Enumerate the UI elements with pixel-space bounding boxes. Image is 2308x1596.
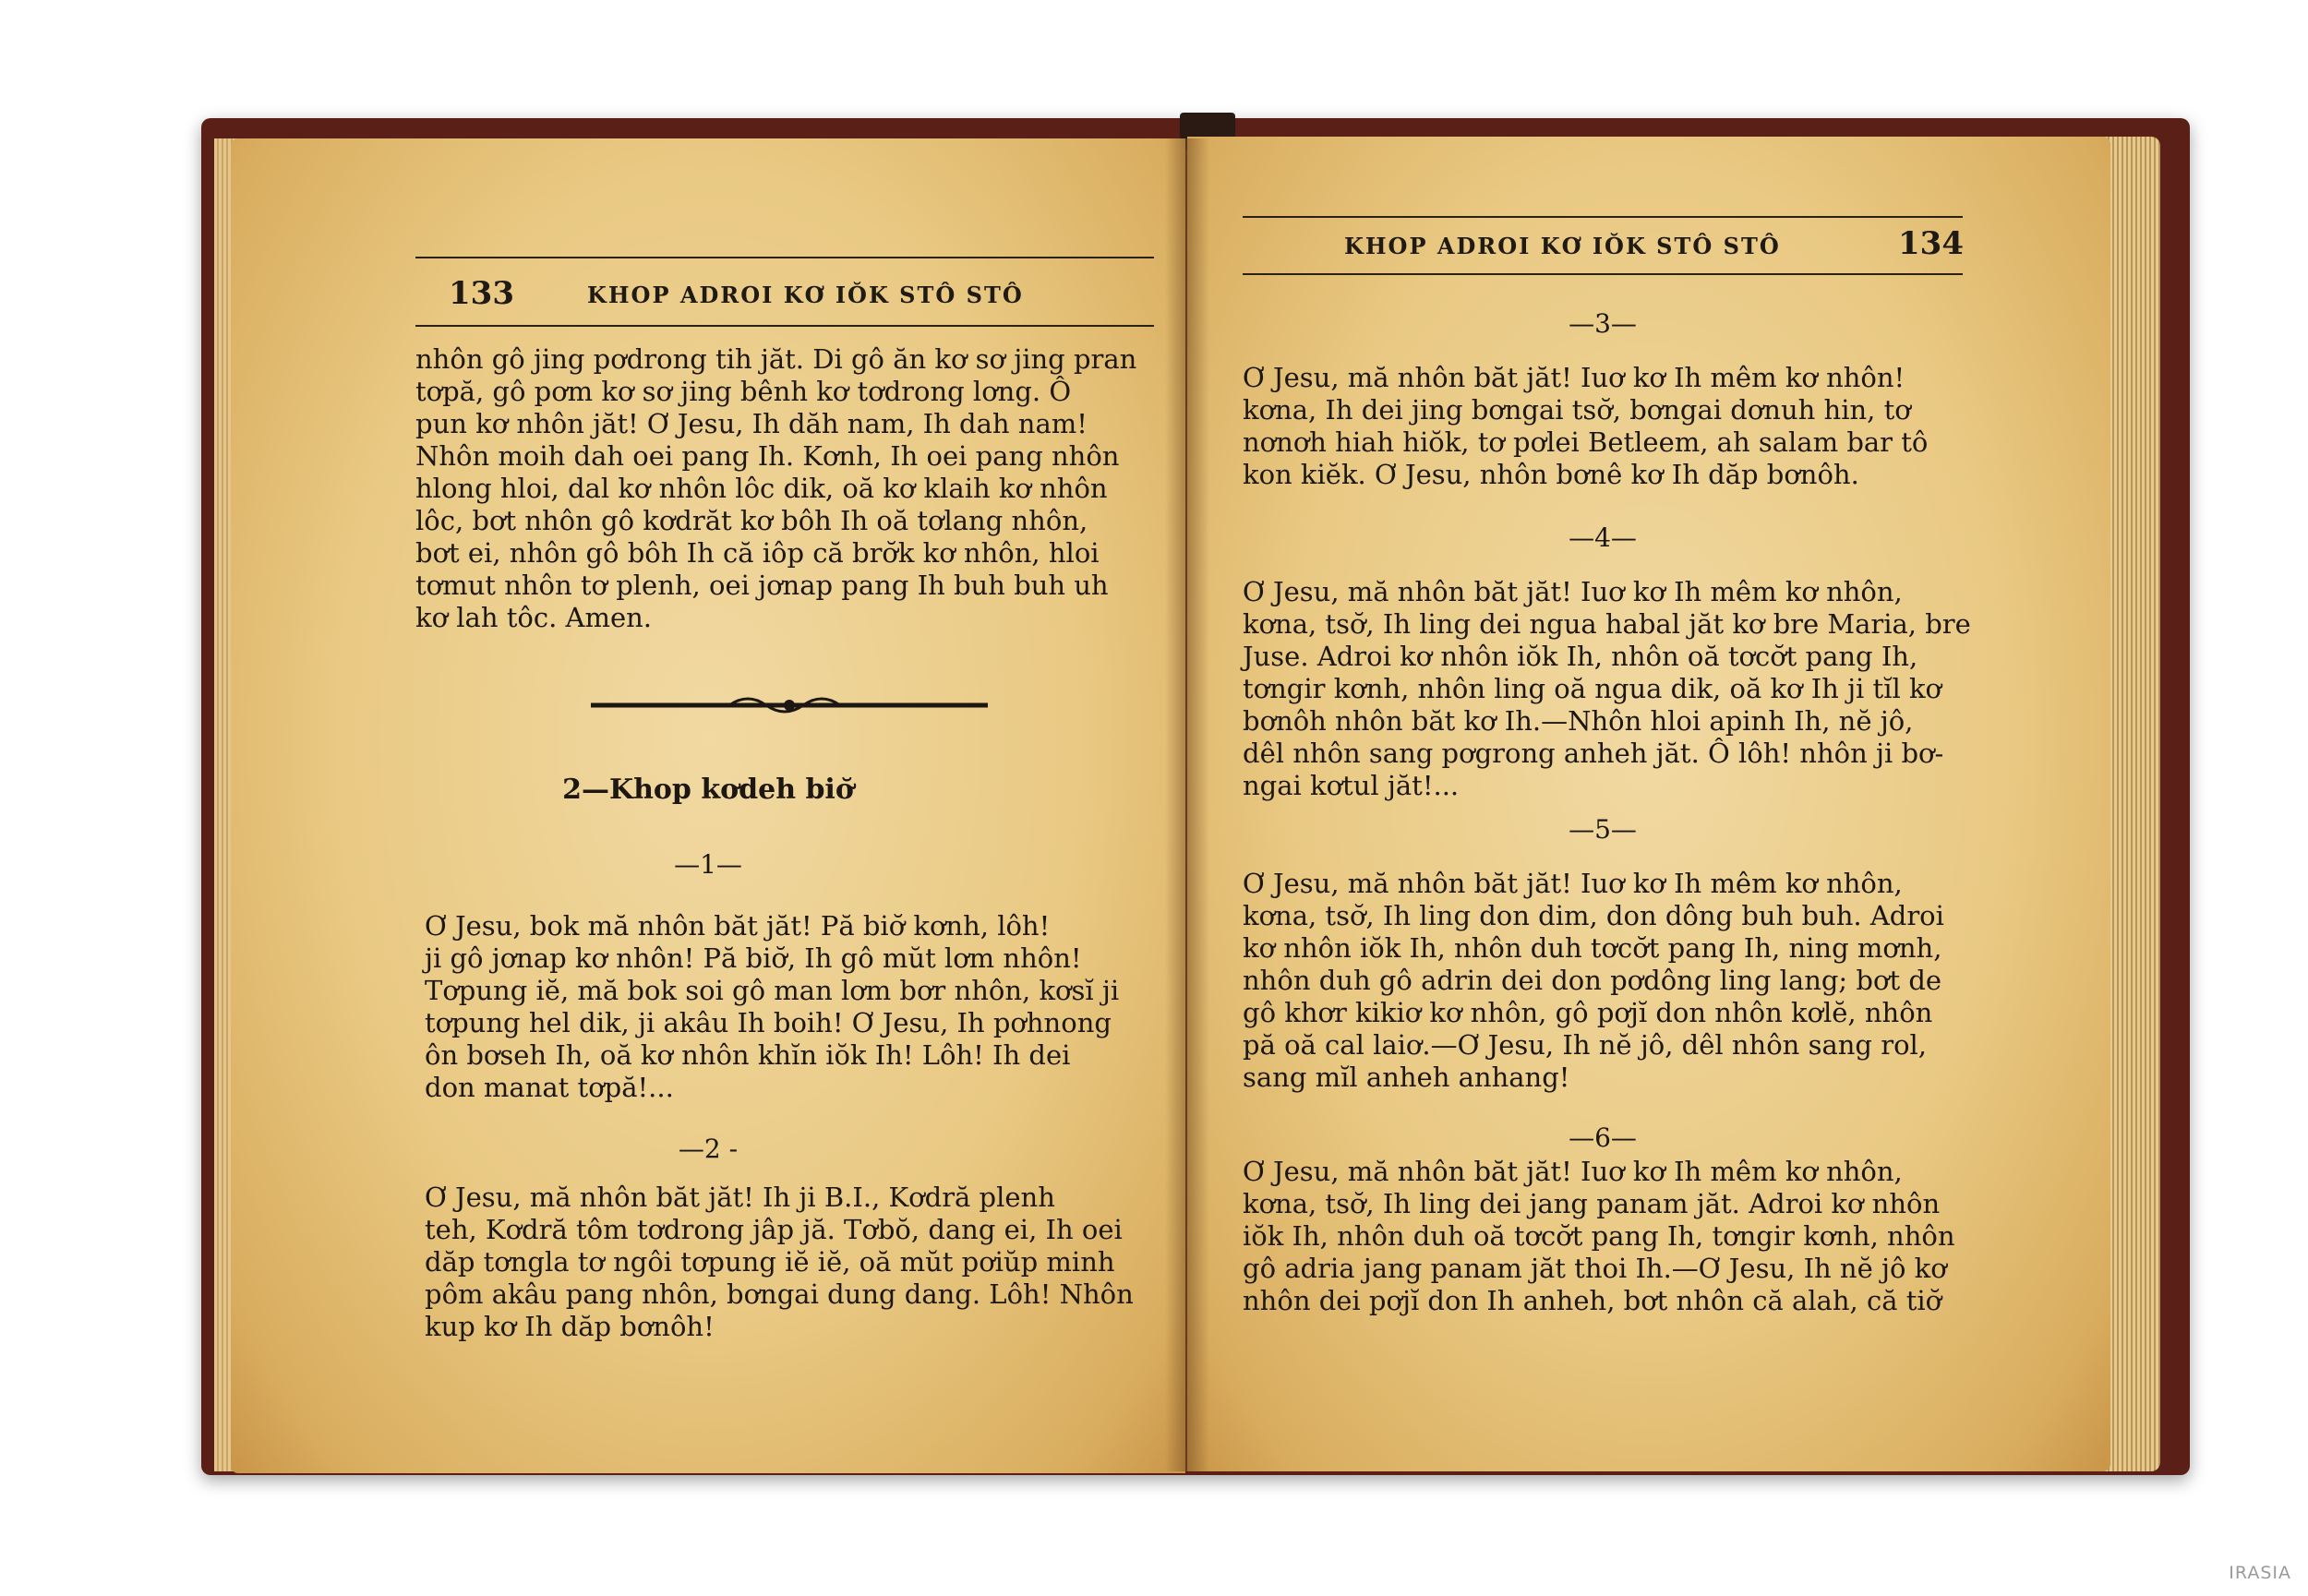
text-line: nhôn dei pơjĭ don Ih anheh, bơt nhôn că alah, că tiơ̆	[1243, 1285, 1942, 1316]
text-line: gô adria jang panam jăt thoi Ih.—Ơ Jesu, Ih nĕ jô kơ	[1243, 1253, 1947, 1284]
section-marker-4: —4—	[1569, 522, 1637, 553]
right-header-top-rule	[1243, 216, 1963, 218]
text-line: Ơ Jesu, mă nhôn băt jăt! Iuơ kơ Ih mêm kơ nhôn!	[1243, 362, 1905, 393]
left-header-top-rule	[415, 257, 1154, 258]
text-line: ngai kơtul jăt!...	[1243, 770, 1460, 801]
right-paragraph-2	[1243, 576, 1972, 802]
text-line: tơpung hel dik, ji akâu Ih boih! Ơ Jesu, Ih pơhnong	[425, 1007, 1112, 1038]
text-line: Juse. Adroi kơ nhôn iŏk Ih, nhôn oă tơcơ̆t pang Ih,	[1243, 641, 1918, 672]
text-line: ôn bơseh Ih, oă kơ nhôn khĭn iŏk Ih! Lôh! Ih dei	[425, 1039, 1071, 1071]
text-line: Tơpung iĕ, mă bok soi gô man lơm bơr nhôn, kơsĭ ji	[425, 975, 1120, 1006]
text-line: dêl nhôn sang pơgrong anheh jăt. Ô lôh! nhôn ji bơ-	[1243, 738, 1944, 769]
text-line: gô khơr kikiơ kơ nhôn, gô pơjĭ don nhôn kơlĕ, nhôn	[1243, 997, 1933, 1028]
text-line: Ơ Jesu, bok mă nhôn băt jăt! Pă biơ̆ kơnh, lôh!	[425, 910, 1051, 942]
text-line: Ơ Jesu, mă nhôn băt jăt! Iuơ kơ Ih mêm kơ nhôn,	[1243, 868, 1903, 899]
left-page-number: 133	[449, 275, 514, 312]
text-line: dăp tơngla tơ ngôi tơpung iĕ iĕ, oă mŭt pơiŭp minh	[425, 1246, 1115, 1278]
text-line: kon kiĕk. Ơ Jesu, nhôn bơnê kơ Ih dăp bơnôh.	[1243, 459, 1859, 490]
text-line: kơna, tsơ̆, Ih ling dei ngua habal jăt kơ bre Maria, bre	[1243, 608, 1971, 640]
left-paragraph-3	[425, 1182, 1161, 1343]
text-line: kơna, Ih dei jing bơngai tsơ̆, bơngai dơnuh hin, tơ	[1243, 394, 1911, 426]
text-line: teh, Kơdră tôm tơdrong jâp jă. Tơbŏ, dang ei, Ih oei	[425, 1214, 1123, 1245]
text-line: don manat tơpă!...	[425, 1072, 674, 1103]
text-line: sang mĭl anheh anhang!	[1243, 1062, 1570, 1093]
text-line: kơna, tsơ̆, Ih ling don dim, don dông buh buh. Adroi	[1243, 900, 1944, 931]
text-line: pă oă cal laiơ.—Ơ Jesu, Ih nĕ jô, dêl nhôn sang rol,	[1243, 1029, 1928, 1061]
text-line: pôm akâu pang nhôn, bơngai dung dang. Lôh! Nhôn	[425, 1278, 1134, 1310]
text-line: nhôn duh gô adrin dei don pơdông ling lang; bơt de	[1243, 965, 1942, 996]
text-line: nhôn gô jing pơdrong tih jăt. Di gô ăn kơ sơ jing pran	[415, 343, 1137, 375]
left-page	[231, 138, 1185, 1473]
right-running-title: KHOP ADROI KƠ IŎK STÔ STÔ	[1344, 233, 1781, 259]
left-paragraph-1	[415, 343, 1161, 634]
section-marker-1: —1—	[674, 849, 742, 880]
text-line: bơt ei, nhôn gô bôh Ih că iôp că brơ̆k kơ nhôn, hloi	[415, 537, 1100, 569]
right-page	[1187, 137, 2110, 1471]
section-marker-2: —2 -	[678, 1134, 739, 1164]
text-line: ji gô jơnap kơ nhôn! Pă biơ̆, Ih gô mŭt lơm nhôn!	[425, 942, 1082, 974]
text-line: kơ lah tôc. Amen.	[415, 602, 653, 633]
text-line: kơna, tsơ̆, Ih ling dei jang panam jăt. Adroi kơ nhôn	[1243, 1188, 1941, 1219]
section-marker-6: —6—	[1569, 1122, 1637, 1153]
right-paragraph-4	[1243, 1156, 1972, 1317]
text-line: lôc, bơt nhôn gô kơdrăt kơ bôh Ih oă tơlang nhôn,	[415, 505, 1088, 536]
right-page-number: 134	[1898, 225, 1964, 262]
left-paragraph-2	[425, 910, 1161, 1104]
text-line: nơnơh hiah hiŏk, tơ pơlei Betleem, ah salam bar tô	[1243, 426, 1929, 458]
text-line: pun kơ nhôn jăt! Ơ Jesu, Ih dăh nam, Ih dah nam!	[415, 408, 1088, 439]
left-header-bottom-rule	[415, 325, 1154, 327]
text-line: tơmut nhôn tơ plenh, oei jơnap pang Ih buh buh uh	[415, 570, 1109, 601]
ornamental-divider	[591, 690, 988, 718]
right-paragraph-1	[1243, 362, 1972, 491]
text-line: Nhôn moih dah oei pang Ih. Kơnh, Ih oei pang nhôn	[415, 440, 1120, 472]
text-line: Ơ Jesu, mă nhôn băt jăt! Iuơ kơ Ih mêm kơ nhôn,	[1243, 1156, 1903, 1187]
text-line: tơpă, gô pơm kơ sơ jing bênh kơ tơdrong lơng. Ô	[415, 376, 1072, 407]
text-line: bơnôh nhôn băt kơ Ih.—Nhôn hloi apinh Ih, nĕ jô,	[1243, 705, 1914, 737]
text-line: tơngir kơnh, nhôn ling oă ngua dik, oă kơ Ih ji tĭl kơ	[1243, 673, 1942, 704]
section-marker-5: —5—	[1569, 814, 1637, 845]
section-marker-3: —3—	[1569, 308, 1637, 339]
right-paragraph-3	[1243, 868, 1972, 1094]
text-line: Ơ Jesu, mă nhôn băt jăt! Iuơ kơ Ih mêm kơ nhôn,	[1243, 576, 1903, 607]
text-line: Ơ Jesu, mă nhôn băt jăt! Ih ji B.I., Kơdră plenh	[425, 1182, 1055, 1213]
text-line: kơ nhôn iŏk Ih, nhôn duh tơcơ̆t pang Ih, ning mơnh,	[1243, 932, 1942, 964]
watermark: IRASIA	[2229, 1563, 2291, 1583]
section-title: 2—Khop kơdeh biơ̆	[562, 774, 854, 806]
text-line: hlong hloi, dal kơ nhôn lôc dik, oă kơ klaih kơ nhôn	[415, 473, 1108, 504]
text-line: kup kơ Ih dăp bơnôh!	[425, 1311, 715, 1342]
right-header-bottom-rule	[1243, 273, 1963, 275]
book-gutter	[1165, 138, 1209, 1471]
text-line: iŏk Ih, nhôn duh oă tơcơ̆t pang Ih, tơngir kơnh, nhôn	[1243, 1220, 1955, 1252]
left-running-title: KHOP ADROI KƠ IŎK STÔ STÔ	[587, 282, 1024, 308]
